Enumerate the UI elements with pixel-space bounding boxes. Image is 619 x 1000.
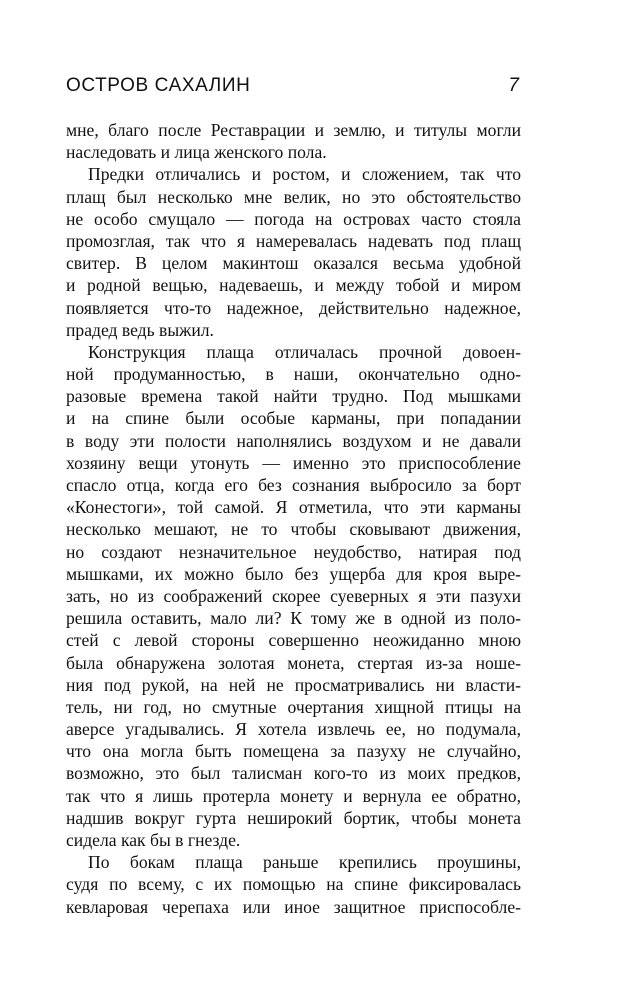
text-line: свитер. В целом макинтош оказался весьма удобной <box>66 253 521 274</box>
text-line: наследовать и лица женского пола. <box>66 142 327 163</box>
text-line: мышками, их можно было без ущерба для кроя выре- <box>66 563 521 584</box>
text-line: ной продуманностью, в наши, окончательно одно- <box>66 364 521 385</box>
text-line: появляется что-то надежное, действительно надежное, <box>66 297 521 318</box>
text-line: кевларовая черепаха или иное защитное приспособле- <box>66 896 521 917</box>
text-line: и на спине были особые карманы, при попадании <box>66 408 521 429</box>
text-line: Конструкция плаща отличалась прочной довоен- <box>88 341 521 362</box>
text-line: и родной вещью, надеваешь, и между тобой и миром <box>66 275 521 296</box>
text-line: спасло отца, когда его без сознания выбросило за борт <box>66 475 521 495</box>
text-line: мне, благо после Реставрации и землю, и титулы могли <box>66 120 521 140</box>
text-line: возможно, это был талисман кого-то из моих предков, <box>66 763 521 784</box>
text-line: промозглая, так что я намеревалась надевать под плащ <box>66 230 521 251</box>
text-line: разовые времена такой найти трудно. Под мышками <box>66 386 521 407</box>
text-line: была обнаружена золотая монета, стертая из-за ноше- <box>66 652 521 673</box>
text-line: судя по всему, с их помощью на спине фиксировалась <box>66 874 521 895</box>
book-page <box>66 74 521 918</box>
text-line: так что я лишь протерла монету и вернула ее обратно, <box>66 785 521 806</box>
book-title: ОСТРОВ САХАЛИН <box>66 75 251 96</box>
text-line: сидела как бы в гнезде. <box>66 830 241 850</box>
text-line: прадед ведь выжил. <box>66 319 214 340</box>
text-line: хозяину вещи утонуть — именно это приспособление <box>66 452 521 473</box>
text-line: плащ был несколько мне велик, но это обстоятельство <box>66 186 521 207</box>
text-line: зать, но из соображений скорее суеверных я эти пазухи <box>66 585 521 606</box>
text-line: в воду эти полости наполнялись воздухом и не давали <box>66 430 521 451</box>
page-number: 7 <box>508 75 519 96</box>
text-line: но создают незначительное неудобство, натирая под <box>66 541 521 562</box>
running-header <box>66 74 521 106</box>
text-line: По бокам плаща раньше крепились проушины, <box>88 852 521 873</box>
text-line: что она могла быть помещена за пазуху не случайно, <box>66 741 521 762</box>
text-line: несколько мешают, не то чтобы сковывают движения, <box>66 519 521 540</box>
text-line: Предки отличались и ростом, и сложением, так что <box>88 164 521 185</box>
text-line: «Конестоги», той самой. Я отметила, что эти карманы <box>66 497 521 518</box>
text-line: решила оставить, мало ли? К тому же в одной из поло- <box>66 608 521 629</box>
text-line: тель, ни год, но смутные очертания хищной птицы на <box>66 696 521 717</box>
body-text <box>66 119 521 918</box>
text-line: не особо смущало — погода на островах часто стояла <box>66 208 521 229</box>
text-line: надшив вокруг гурта неширокий бортик, чтобы монета <box>66 807 521 828</box>
text-line: аверсе угадывались. Я хотела извлечь ее, но подумала, <box>66 719 521 740</box>
text-line: ния под рукой, на ней не просматривались ни власти- <box>66 674 521 695</box>
text-line: стей с левой стороны совершенно неожиданно мною <box>66 630 521 651</box>
